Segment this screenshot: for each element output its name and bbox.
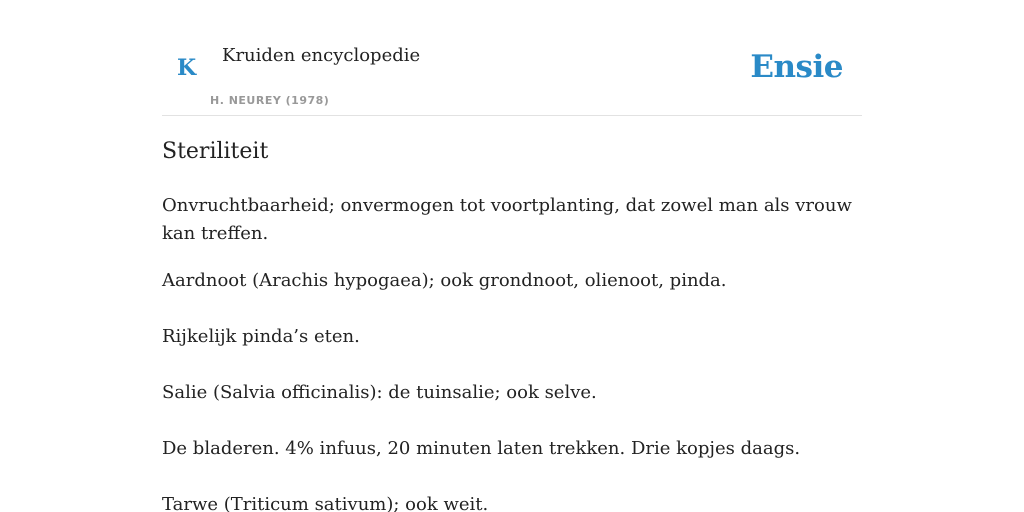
entry-paragraph: Rijkelijk pinda’s eten. (162, 326, 360, 347)
source-logo[interactable]: K (177, 55, 197, 81)
entry-paragraph: Aardnoot (Arachis hypogaea); ook grondnoot, olienoot, pinda. (162, 270, 727, 291)
entry-paragraph: De bladeren. 4% infuus, 20 minuten laten trekken. Drie kopjes daags. (162, 438, 801, 459)
entry-paragraph: Salie (Salvia officinalis): de tuinsalie; ook selve. (162, 382, 597, 403)
ensie-logo-link[interactable]: Ensie (750, 49, 843, 85)
page (162, 0, 862, 512)
entry-paragraph: Tarwe (Triticum sativum); ook weit. (162, 494, 489, 512)
source-title-link[interactable]: Kruiden encyclopedie (222, 45, 421, 66)
source-author: H. NEUREY (1978) (210, 94, 330, 107)
entry-title: Steriliteit (162, 139, 269, 164)
source-header (162, 0, 862, 116)
entry-definition: Onvruchtbaarheid; onvermogen tot voortplanting, dat zowel man als vrouw kan treffen. (162, 195, 852, 244)
entry-content (162, 192, 862, 512)
